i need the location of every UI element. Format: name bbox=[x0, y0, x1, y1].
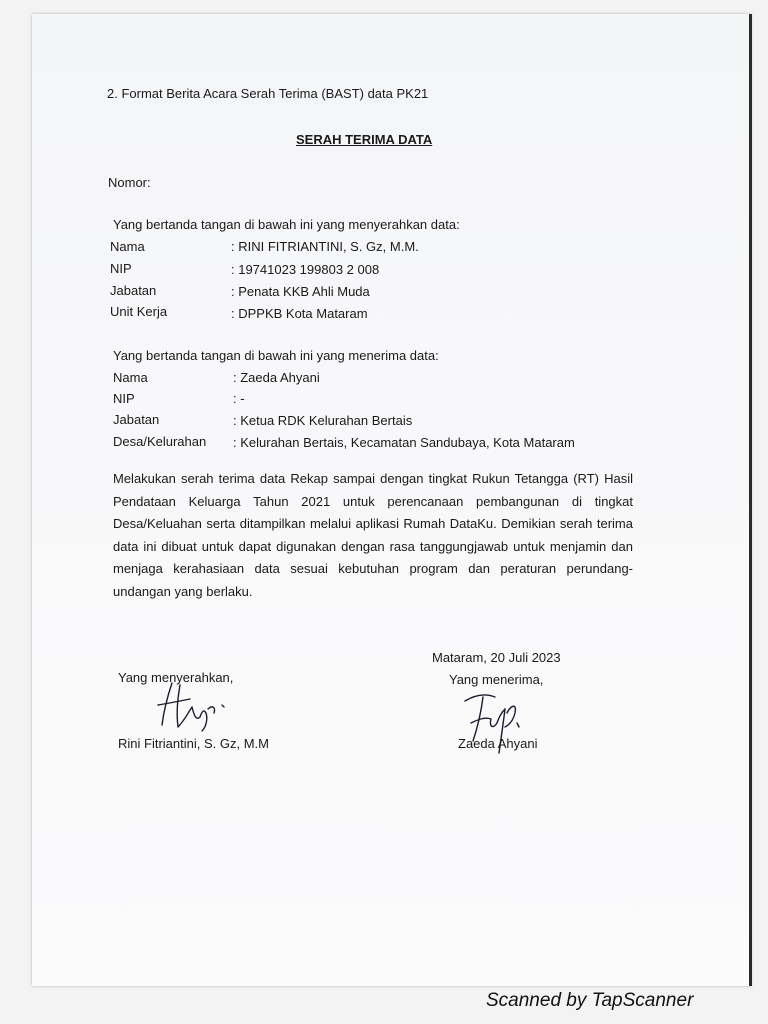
giver-field-value: : Penata KKB Ahli Muda bbox=[231, 284, 370, 299]
receiver-field-label: Jabatan bbox=[113, 412, 160, 427]
document-item-label: 2. Format Berita Acara Serah Terima (BAST) data PK21 bbox=[107, 86, 429, 101]
giver-field-label: Nama bbox=[110, 239, 145, 254]
giver-role: Yang menyerahkan, bbox=[118, 670, 234, 685]
giver-name: Rini Fitriantini, S. Gz, M.M bbox=[118, 736, 269, 751]
receiver-intro: Yang bertanda tangan di bawah ini yang menerima data: bbox=[113, 348, 439, 363]
receiver-field-value: : Zaeda Ahyani bbox=[233, 370, 320, 385]
scanner-watermark: Scanned by TapScanner bbox=[486, 990, 694, 1011]
receiver-field-value: : Ketua RDK Kelurahan Bertais bbox=[233, 413, 413, 428]
body-paragraph: Melakukan serah terima data Rekap sampai dengan tingkat Rukun Tetangga (RT) Hasil Pendataan Keluarga Tahun 2021 untuk perencanaan pembangunan di tingkat Desa/Keluahan serta ditampilkan melalui aplikasi Rumah DataKu. Demikian serah terima data ini dibuat untuk dapat digunakan dengan rasa tanggungjawab untuk menjamin dan menjaga kerahasiaan data sesuai kebutuhan program dan peraturan perundang-undangan yang berlaku. bbox=[113, 471, 633, 599]
place-date: Mataram, 20 Juli 2023 bbox=[432, 650, 561, 665]
receiver-field-value: : - bbox=[233, 391, 245, 406]
giver-intro: Yang bertanda tangan di bawah ini yang menyerahkan data: bbox=[113, 217, 460, 232]
receiver-field-label: NIP bbox=[113, 391, 135, 406]
page-edge bbox=[749, 14, 752, 986]
giver-field-value: : RINI FITRIANTINI, S. Gz, M.M. bbox=[231, 239, 419, 254]
receiver-name: Zaeda Ahyani bbox=[458, 736, 538, 751]
receiver-field-label: Nama bbox=[113, 370, 148, 385]
giver-field-label: NIP bbox=[110, 261, 132, 276]
giver-field-value: : 19741023 199803 2 008 bbox=[231, 262, 380, 277]
nomor-label: Nomor: bbox=[108, 175, 151, 190]
receiver-field-value: : Kelurahan Bertais, Kecamatan Sandubaya, Kota Mataram bbox=[233, 435, 575, 450]
giver-signature bbox=[150, 675, 240, 735]
receiver-role: Yang menerima, bbox=[449, 672, 544, 687]
receiver-field-label: Desa/Kelurahan bbox=[113, 434, 207, 449]
document-title: SERAH TERIMA DATA bbox=[296, 132, 433, 147]
giver-field-label: Unit Kerja bbox=[110, 304, 168, 319]
giver-field-value: : DPPKB Kota Mataram bbox=[231, 306, 368, 321]
giver-field-label: Jabatan bbox=[110, 283, 157, 298]
